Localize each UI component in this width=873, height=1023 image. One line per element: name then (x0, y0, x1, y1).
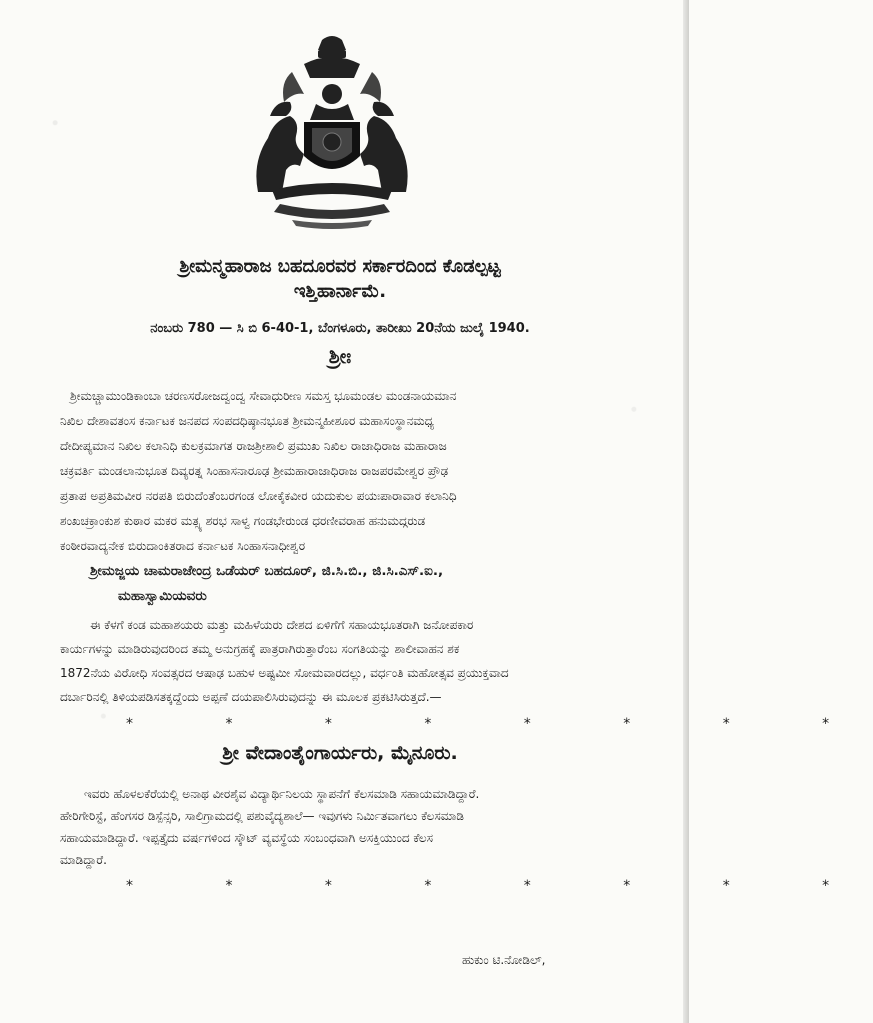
page-edge (683, 0, 689, 1023)
paragraph-line: ಸಹಾಯಮಾಡಿದ್ದಾರೆ. ಇಪ್ಪತ್ತೈದು ವರ್ಷಗಳಿಂದ ಸ್ಕೌಟ್ ವ್ಯವಸ್ಥೆಯ ಸಂಬಂಧವಾಗಿ ಅಸಕ್ತಿಯುಂದ ಕೆಲಸ (60, 831, 434, 845)
ruler-name: ಶ್ರೀಮಜ್ಜಯ ಚಾಮರಾಜೇಂದ್ರ ಒಡೆಯರ್ ಬಹದೂರ್, ಜಿ.ಸಿ.ಬಿ., ಜಿ.ಸಿ.ಎಸ್.ಐ., (90, 563, 444, 579)
paragraph-line: ಚಕ್ರವರ್ತಿ ಮಂಡಲಾನುಭೂತ ದಿವ್ಯರತ್ನ ಸಿಂಹಾಸನಾರೂಢ ಶ್ರೀಮಹಾರಾಜಾಧಿರಾಜ ರಾಜಪರಮೇಶ್ವರ ಪ್ರೌಢ (60, 464, 449, 478)
paragraph-line: ದರ್ಬಾರಿನಲ್ಲಿ ತಿಳಿಯಪಡಿಸತಕ್ಕದ್ದೆಂದು ಅಪ್ಪಣೆ ದಯಪಾಲಿಸಿರುವುದನ್ನು ಈ ಮೂಲಕ ಪ್ರಕಟಿಸಿರುತ್ತದೆ.— (60, 690, 442, 704)
ruler-title: ಮಹಾಸ್ವಾಮಿಯವರು (118, 588, 207, 604)
separator-stars: * * * * * * * * (126, 878, 873, 894)
paragraph-line: ಶ್ರೀಮಚ್ಚಾಮುಂಡಿಕಾಂಬಾ ಚರಣಸರೋಜದ್ವಂದ್ವ ಸೇವಾಧುರೀಣ ಸಮಸ್ತ ಭೂಮಂಡಲ ಮಂಡನಾಯಮಾನ (70, 389, 457, 403)
separator-stars: * * * * * * * * (126, 716, 873, 732)
paragraph-line: ದೇದೀಪ್ಯಮಾನ ನಿಖಿಲ ಕಲಾನಿಧಿ ಕುಲಕ್ರಮಾಗತ ರಾಜಶ್ರೀಶಾಲಿ ಪ್ರಮುಖ ನಿಖಿಲ ರಾಜಾಧಿರಾಜ ಮಹಾರಾಜ (60, 439, 447, 453)
paragraph-line: ಕಾರ್ಯಗಳನ್ನು ಮಾಡಿರುವುದರಿಂದ ತಮ್ಮ ಅನುಗ್ರಹಕ್ಕೆ ಪಾತ್ರರಾಗಿರುತ್ತಾರೆಂಬ ಸಂಗತಿಯನ್ನು ಶಾಲೀವಾಹನ ಶಕ (60, 642, 460, 656)
paragraph-line: 1872ನೆಯ ವಿರೋಧಿ ಸಂವತ್ಸರದ ಆಷಾಢ ಬಹುಳ ಅಷ್ಟಮೀ ಸೋಮವಾರದಲ್ಲು, ವರ್ಧಂತಿ ಮಹೋತ್ಸವ ಪ್ರಯುಕ್ತವಾದ (60, 666, 509, 680)
coat-of-arms-emblem (232, 32, 432, 232)
awardee-heading: ಶ್ರೀ ವೇದಾಂತೈಂಗಾರ್ಯರು, ಮೈನೂರು. (222, 742, 458, 764)
paragraph-line: ಮಾಡಿದ್ದಾರೆ. (60, 853, 107, 867)
document-subtitle: ಇಶ್ತಿಹಾರ್ನಾಮೆ. (293, 281, 387, 302)
invocation: ಶ್ರೀಃ (328, 344, 352, 368)
paragraph-line: ಕಂಠೀರವಾದ್ಯನೇಕ ಬಿರುದಾಂಕಿತರಾದ ಕರ್ನಾಟಕ ಸಿಂಹಾಸನಾಧೀಶ್ವರ (60, 539, 306, 553)
document-title: ಶ್ರೀಮನ್ಮಹಾರಾಜ ಬಹದೂರವರ ಸರ್ಕಾರದಿಂದ ಕೊಡಲ್ಪಟ್ಟ (179, 256, 501, 277)
paragraph-line: ಈ ಕೆಳಗೆ ಕಂಡ ಮಹಾಶಯರು ಮತ್ತು ಮಹಿಳೆಯರು ದೇಶದ ಏಳಿಗೆಗೆ ಸಹಾಯಭೂತರಾಗಿ ಜನೋಪಕಾರ (90, 618, 474, 632)
paragraph-line: ಇವರು ಹೊಳಲಕೆರೆಯಲ್ಲಿ ಅನಾಥ ವೀರಶೈವ ವಿದ್ಯಾರ್ಥಿನಿಲಯ ಸ್ಥಾಪನೆಗೆ ಕೆಲಸಮಾಡಿ ಸಹಾಯಮಾಡಿದ್ದಾರೆ. (84, 787, 480, 801)
paragraph-line: ಪ್ರತಾಪ ಅಪ್ರತಿಮವೀರ ನರಪತಿ ಬಿರುದೆಂತೆಂಬರಗಂಡ ಲೋಕೈಕವೀರ ಯದುಕುಲ ಪಯಃಪಾರಾವಾರ ಕಲಾನಿಧಿ (60, 489, 457, 503)
reference-number-date: ನಂಬರು 780 — ಸಿ ಬಿ 6-40-1, ಬೆಂಗಳೂರು, ತಾರೀಖು 20ನೆಯ ಜುಲೈ 1940. (150, 321, 530, 336)
paragraph-line: ನಿಖಿಲ ದೇಶಾವತಂಸ ಕರ್ನಾಟಕ ಜನಪದ ಸಂಪದಧಿಷ್ಠಾನಭೂತ ಶ್ರೀಮನ್ಮಹೀಶೂರ ಮಹಾಸಂಸ್ಥಾನಮಧ್ಯ (60, 414, 435, 428)
signature-line: ಹುಕುಂ ಟಿ.ನೋಡಿಲ್, (462, 953, 546, 967)
paragraph-line: ಶಂಖಚಕ್ರಾಂಕುಶ ಕುಠಾರ ಮಕರ ಮತ್ಸ್ಯ ಶರಭ ಸಾಳ್ವ ಗಂಡಭೇರುಂಡ ಧರಣೀವರಾಹ ಹನುಮದ್ಗರುಡ (60, 514, 426, 528)
paragraph-line: ಹೇರಿಗೇರಿಸ್ಟೆ, ಹೆಂಗಸರ ಡಿಸ್ಪೆನ್ಸರಿ, ಸಾಲಿಗ್ರಾಮದಲ್ಲಿ ಪಶುವೈದ್ಯಶಾಲೆ— ಇವುಗಳು ನಿರ್ಮಿತವಾಗಲು ಕೆಲಸಮಾಡಿ (60, 809, 464, 823)
